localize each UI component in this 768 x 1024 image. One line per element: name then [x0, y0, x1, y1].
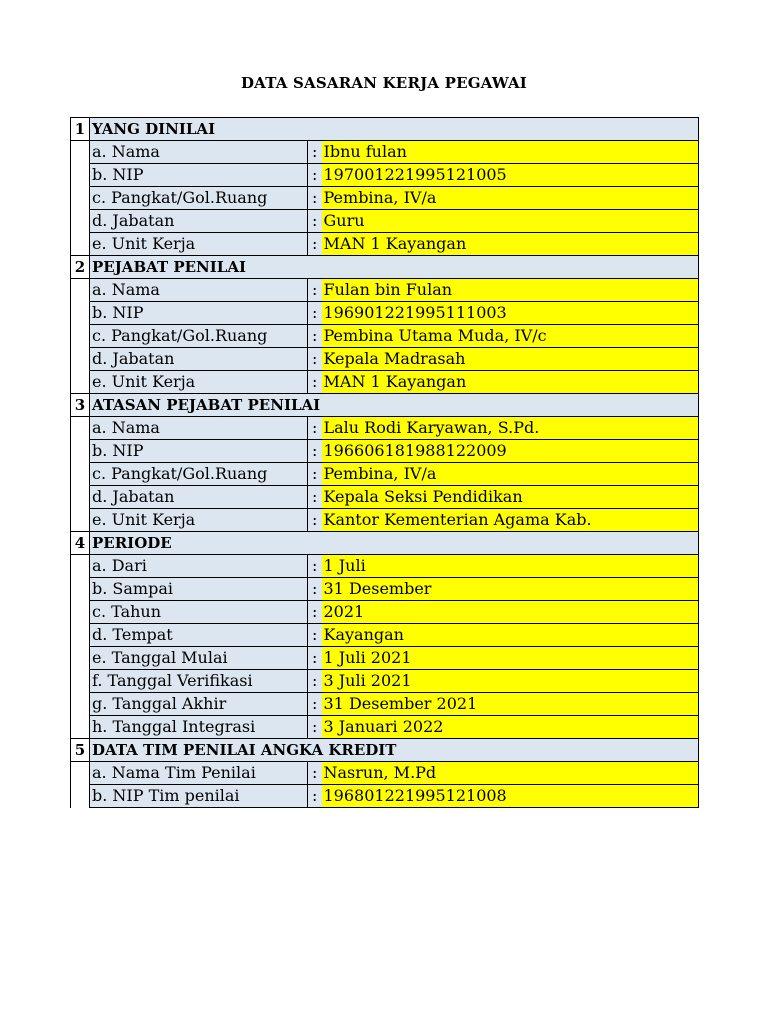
row-indent-cell	[71, 348, 90, 371]
field-separator: :	[308, 325, 322, 348]
field-separator: :	[308, 716, 322, 739]
section-number: 3	[71, 394, 90, 417]
field-value: 1 Juli	[322, 555, 699, 578]
field-label: a. Nama	[90, 141, 308, 164]
row-indent-cell	[71, 279, 90, 302]
row-indent-cell	[71, 670, 90, 693]
row-indent-cell	[71, 693, 90, 716]
section-heading: PERIODE	[90, 532, 699, 555]
row-indent-cell	[71, 302, 90, 325]
table-row	[71, 693, 699, 716]
field-value: Pembina Utama Muda, IV/c	[322, 325, 699, 348]
table-row	[71, 509, 699, 532]
field-separator: :	[308, 233, 322, 256]
row-indent-cell	[71, 716, 90, 739]
row-indent-cell	[71, 601, 90, 624]
row-indent-cell	[71, 486, 90, 509]
field-separator: :	[308, 601, 322, 624]
field-label: b. NIP	[90, 302, 308, 325]
field-separator: :	[308, 348, 322, 371]
table-row	[71, 716, 699, 739]
row-indent-cell	[71, 141, 90, 164]
field-label: e. Unit Kerja	[90, 509, 308, 532]
field-value: MAN 1 Kayangan	[322, 371, 699, 394]
field-separator: :	[308, 371, 322, 394]
table-row	[71, 348, 699, 371]
table-row	[71, 486, 699, 509]
field-separator: :	[308, 785, 322, 808]
table-row	[71, 187, 699, 210]
field-label: e. Unit Kerja	[90, 371, 308, 394]
field-value: 3 Juli 2021	[322, 670, 699, 693]
table-body	[71, 118, 699, 808]
field-value: Pembina, IV/a	[322, 463, 699, 486]
field-label: h. Tanggal Integrasi	[90, 716, 308, 739]
row-indent-cell	[71, 325, 90, 348]
section-heading: PEJABAT PENILAI	[90, 256, 699, 279]
row-indent-cell	[71, 233, 90, 256]
field-separator: :	[308, 670, 322, 693]
field-label: d. Jabatan	[90, 486, 308, 509]
field-value: Guru	[322, 210, 699, 233]
field-separator: :	[308, 762, 322, 785]
row-indent-cell	[71, 210, 90, 233]
field-value: Kepala Madrasah	[322, 348, 699, 371]
table-row	[71, 164, 699, 187]
table-row	[71, 647, 699, 670]
field-value: MAN 1 Kayangan	[322, 233, 699, 256]
section-number: 4	[71, 532, 90, 555]
row-indent-cell	[71, 624, 90, 647]
row-indent-cell	[71, 509, 90, 532]
table-row	[71, 555, 699, 578]
table-row	[71, 670, 699, 693]
field-label: a. Dari	[90, 555, 308, 578]
table-row	[71, 417, 699, 440]
field-separator: :	[308, 578, 322, 601]
field-label: d. Jabatan	[90, 348, 308, 371]
field-label: g. Tanggal Akhir	[90, 693, 308, 716]
section-heading: DATA TIM PENILAI ANGKA KREDIT	[90, 739, 699, 762]
section-number: 5	[71, 739, 90, 762]
field-label: b. NIP Tim penilai	[90, 785, 308, 808]
field-value: Lalu Rodi Karyawan, S.Pd.	[322, 417, 699, 440]
field-value: 31 Desember	[322, 578, 699, 601]
row-indent-cell	[71, 578, 90, 601]
field-value: 2021	[322, 601, 699, 624]
table-row	[71, 279, 699, 302]
row-indent-cell	[71, 417, 90, 440]
table-row	[71, 325, 699, 348]
field-separator: :	[308, 417, 322, 440]
field-value: Pembina, IV/a	[322, 187, 699, 210]
field-separator: :	[308, 210, 322, 233]
section-header-row	[71, 532, 699, 555]
table-row	[71, 141, 699, 164]
field-label: c. Tahun	[90, 601, 308, 624]
table-row	[71, 762, 699, 785]
field-label: c. Pangkat/Gol.Ruang	[90, 325, 308, 348]
section-number: 1	[71, 118, 90, 141]
section-heading: YANG DINILAI	[90, 118, 699, 141]
row-indent-cell	[71, 762, 90, 785]
field-value: Nasrun, M.Pd	[322, 762, 699, 785]
field-label: e. Unit Kerja	[90, 233, 308, 256]
field-value: 196801221995121008	[322, 785, 699, 808]
field-label: d. Jabatan	[90, 210, 308, 233]
field-label: b. Sampai	[90, 578, 308, 601]
field-value: Kepala Seksi Pendidikan	[322, 486, 699, 509]
field-separator: :	[308, 164, 322, 187]
page-title: DATA SASARAN KERJA PEGAWAI	[240, 74, 528, 92]
field-separator: :	[308, 486, 322, 509]
field-separator: :	[308, 509, 322, 532]
section-header-row	[71, 394, 699, 417]
table-row	[71, 578, 699, 601]
field-label: f. Tanggal Verifikasi	[90, 670, 308, 693]
table-row	[71, 302, 699, 325]
row-indent-cell	[71, 371, 90, 394]
field-label: a. Nama	[90, 417, 308, 440]
field-value: 1 Juli 2021	[322, 647, 699, 670]
field-separator: :	[308, 141, 322, 164]
field-separator: :	[308, 624, 322, 647]
row-indent-cell	[71, 440, 90, 463]
field-separator: :	[308, 693, 322, 716]
table-row	[71, 601, 699, 624]
field-label: c. Pangkat/Gol.Ruang	[90, 187, 308, 210]
field-label: b. NIP	[90, 440, 308, 463]
table-row	[71, 440, 699, 463]
table-row	[71, 785, 699, 808]
field-separator: :	[308, 302, 322, 325]
field-value: 196901221995111003	[322, 302, 699, 325]
field-label: d. Tempat	[90, 624, 308, 647]
table-row	[71, 233, 699, 256]
field-label: a. Nama	[90, 279, 308, 302]
employee-data-table	[70, 117, 699, 808]
field-separator: :	[308, 555, 322, 578]
field-separator: :	[308, 463, 322, 486]
field-value: 31 Desember 2021	[322, 693, 699, 716]
section-heading: ATASAN PEJABAT PENILAI	[90, 394, 699, 417]
field-label: b. NIP	[90, 164, 308, 187]
row-indent-cell	[71, 647, 90, 670]
field-separator: :	[308, 647, 322, 670]
section-header-row	[71, 256, 699, 279]
row-indent-cell	[71, 555, 90, 578]
field-value: 196606181988122009	[322, 440, 699, 463]
field-label: e. Tanggal Mulai	[90, 647, 308, 670]
table-row	[71, 371, 699, 394]
field-separator: :	[308, 440, 322, 463]
field-label: c. Pangkat/Gol.Ruang	[90, 463, 308, 486]
field-value: 3 Januari 2022	[322, 716, 699, 739]
table-row	[71, 210, 699, 233]
section-header-row	[71, 118, 699, 141]
field-value: Fulan bin Fulan	[322, 279, 699, 302]
row-indent-cell	[71, 785, 90, 808]
field-value: 197001221995121005	[322, 164, 699, 187]
section-header-row	[71, 739, 699, 762]
row-indent-cell	[71, 164, 90, 187]
row-indent-cell	[71, 463, 90, 486]
table-row	[71, 624, 699, 647]
field-value: Kayangan	[322, 624, 699, 647]
field-value: Ibnu fulan	[322, 141, 699, 164]
table-row	[71, 463, 699, 486]
field-separator: :	[308, 187, 322, 210]
field-separator: :	[308, 279, 322, 302]
row-indent-cell	[71, 187, 90, 210]
field-label: a. Nama Tim Penilai	[90, 762, 308, 785]
section-number: 2	[71, 256, 90, 279]
field-value: Kantor Kementerian Agama Kab.	[322, 509, 699, 532]
